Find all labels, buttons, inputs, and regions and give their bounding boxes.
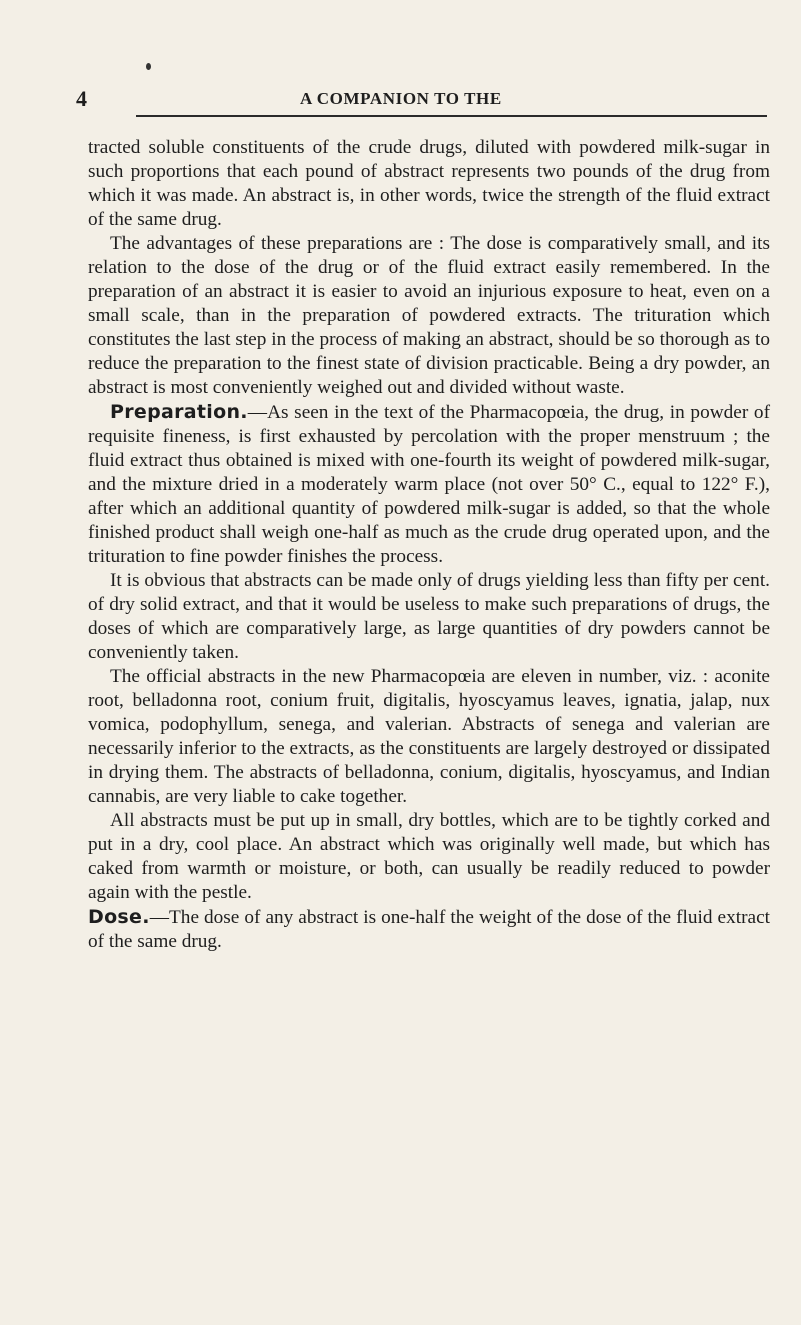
- paragraph: tracted soluble constituents of the crude drugs, diluted with powdered milk-sugar in such proportions that each pound of abstract represents two pounds of the drug from which it was made. An abstract is, in other words, twice the strength of the fluid extract of the same drug.: [88, 137, 770, 230]
- paragraph: The advantages of these preparations are : The dose is comparatively small, and its relation to the dose of the drug or of the fluid extract easily remembered. In the preparation of an abstract it is easier to avoid an injurious exposure to heat, even on a small scale, than in the preparation of powdered extracts. The trituration which constitutes the last step in the process of making an abstract, should be so thorough as to reduce the preparation to the finest state of division practicable. Being a dry powder, an abstract is most conveniently weighed out and divided without waste.: [88, 233, 770, 398]
- paragraph: It is obvious that abstracts can be made only of drugs yielding less than fifty per cent. of dry solid extract, and that it would be useless to make such preparations of drugs, the doses of which are comparatively large, as large quantities of dry powders cannot be conveniently taken.: [88, 570, 770, 663]
- paragraph-preparation: [88, 400, 770, 569]
- paragraph: All abstracts must be put up in small, dry bottles, which are to be tightly corked and put in a dry, cool place. An abstract which was originally well made, but which has caked from warmth or moisture, or both, can usually be readily reduced to powder again with the pestle.: [88, 810, 770, 903]
- section-heading-preparation: Preparation.: [110, 401, 248, 423]
- page-header: [60, 86, 770, 114]
- body-text: [88, 136, 770, 954]
- paragraph: The official abstracts in the new Pharmacopœia are eleven in number, viz. : aconite root, belladonna root, conium fruit, digitalis, hyoscyamus leaves, ignatia, jalap, nux vomica, podophyllum, senega, and valerian. Abstracts of senega and valerian are necessarily inferior to the extracts, as the constituents are largely destroyed or dissipated in drying them. The abstracts of belladonna, conium, digitalis, hyoscyamus, and Indian cannabis, are very liable to cake together.: [88, 666, 770, 807]
- header-rule: [136, 115, 767, 117]
- paragraph-text: —The dose of any abstract is one-half the weight of the dose of the fluid extract of the same drug.: [88, 907, 770, 952]
- paragraph-dose: [88, 905, 770, 954]
- running-head: A COMPANION TO THE: [300, 89, 502, 108]
- section-heading-dose: Dose.: [88, 906, 150, 928]
- paragraph-text: —As seen in the text of the Pharmacopœia, the drug, in powder of requisite fineness, is first exhausted by percolation with the proper menstruum ; the fluid extract thus obtained is mixed with one-fourth its weight of powdered milk-sugar, and the mixture dried in a moderately warm place (not over 50° C., equal to 122° F.), after which an additional quantity of powdered milk-sugar is added, so that the whole finished product shall weigh one-half as much as the crude drug operated upon, and the trituration to fine powder finishes the process.: [88, 402, 770, 567]
- page-number: 4: [76, 86, 87, 111]
- ink-speck: [146, 63, 151, 70]
